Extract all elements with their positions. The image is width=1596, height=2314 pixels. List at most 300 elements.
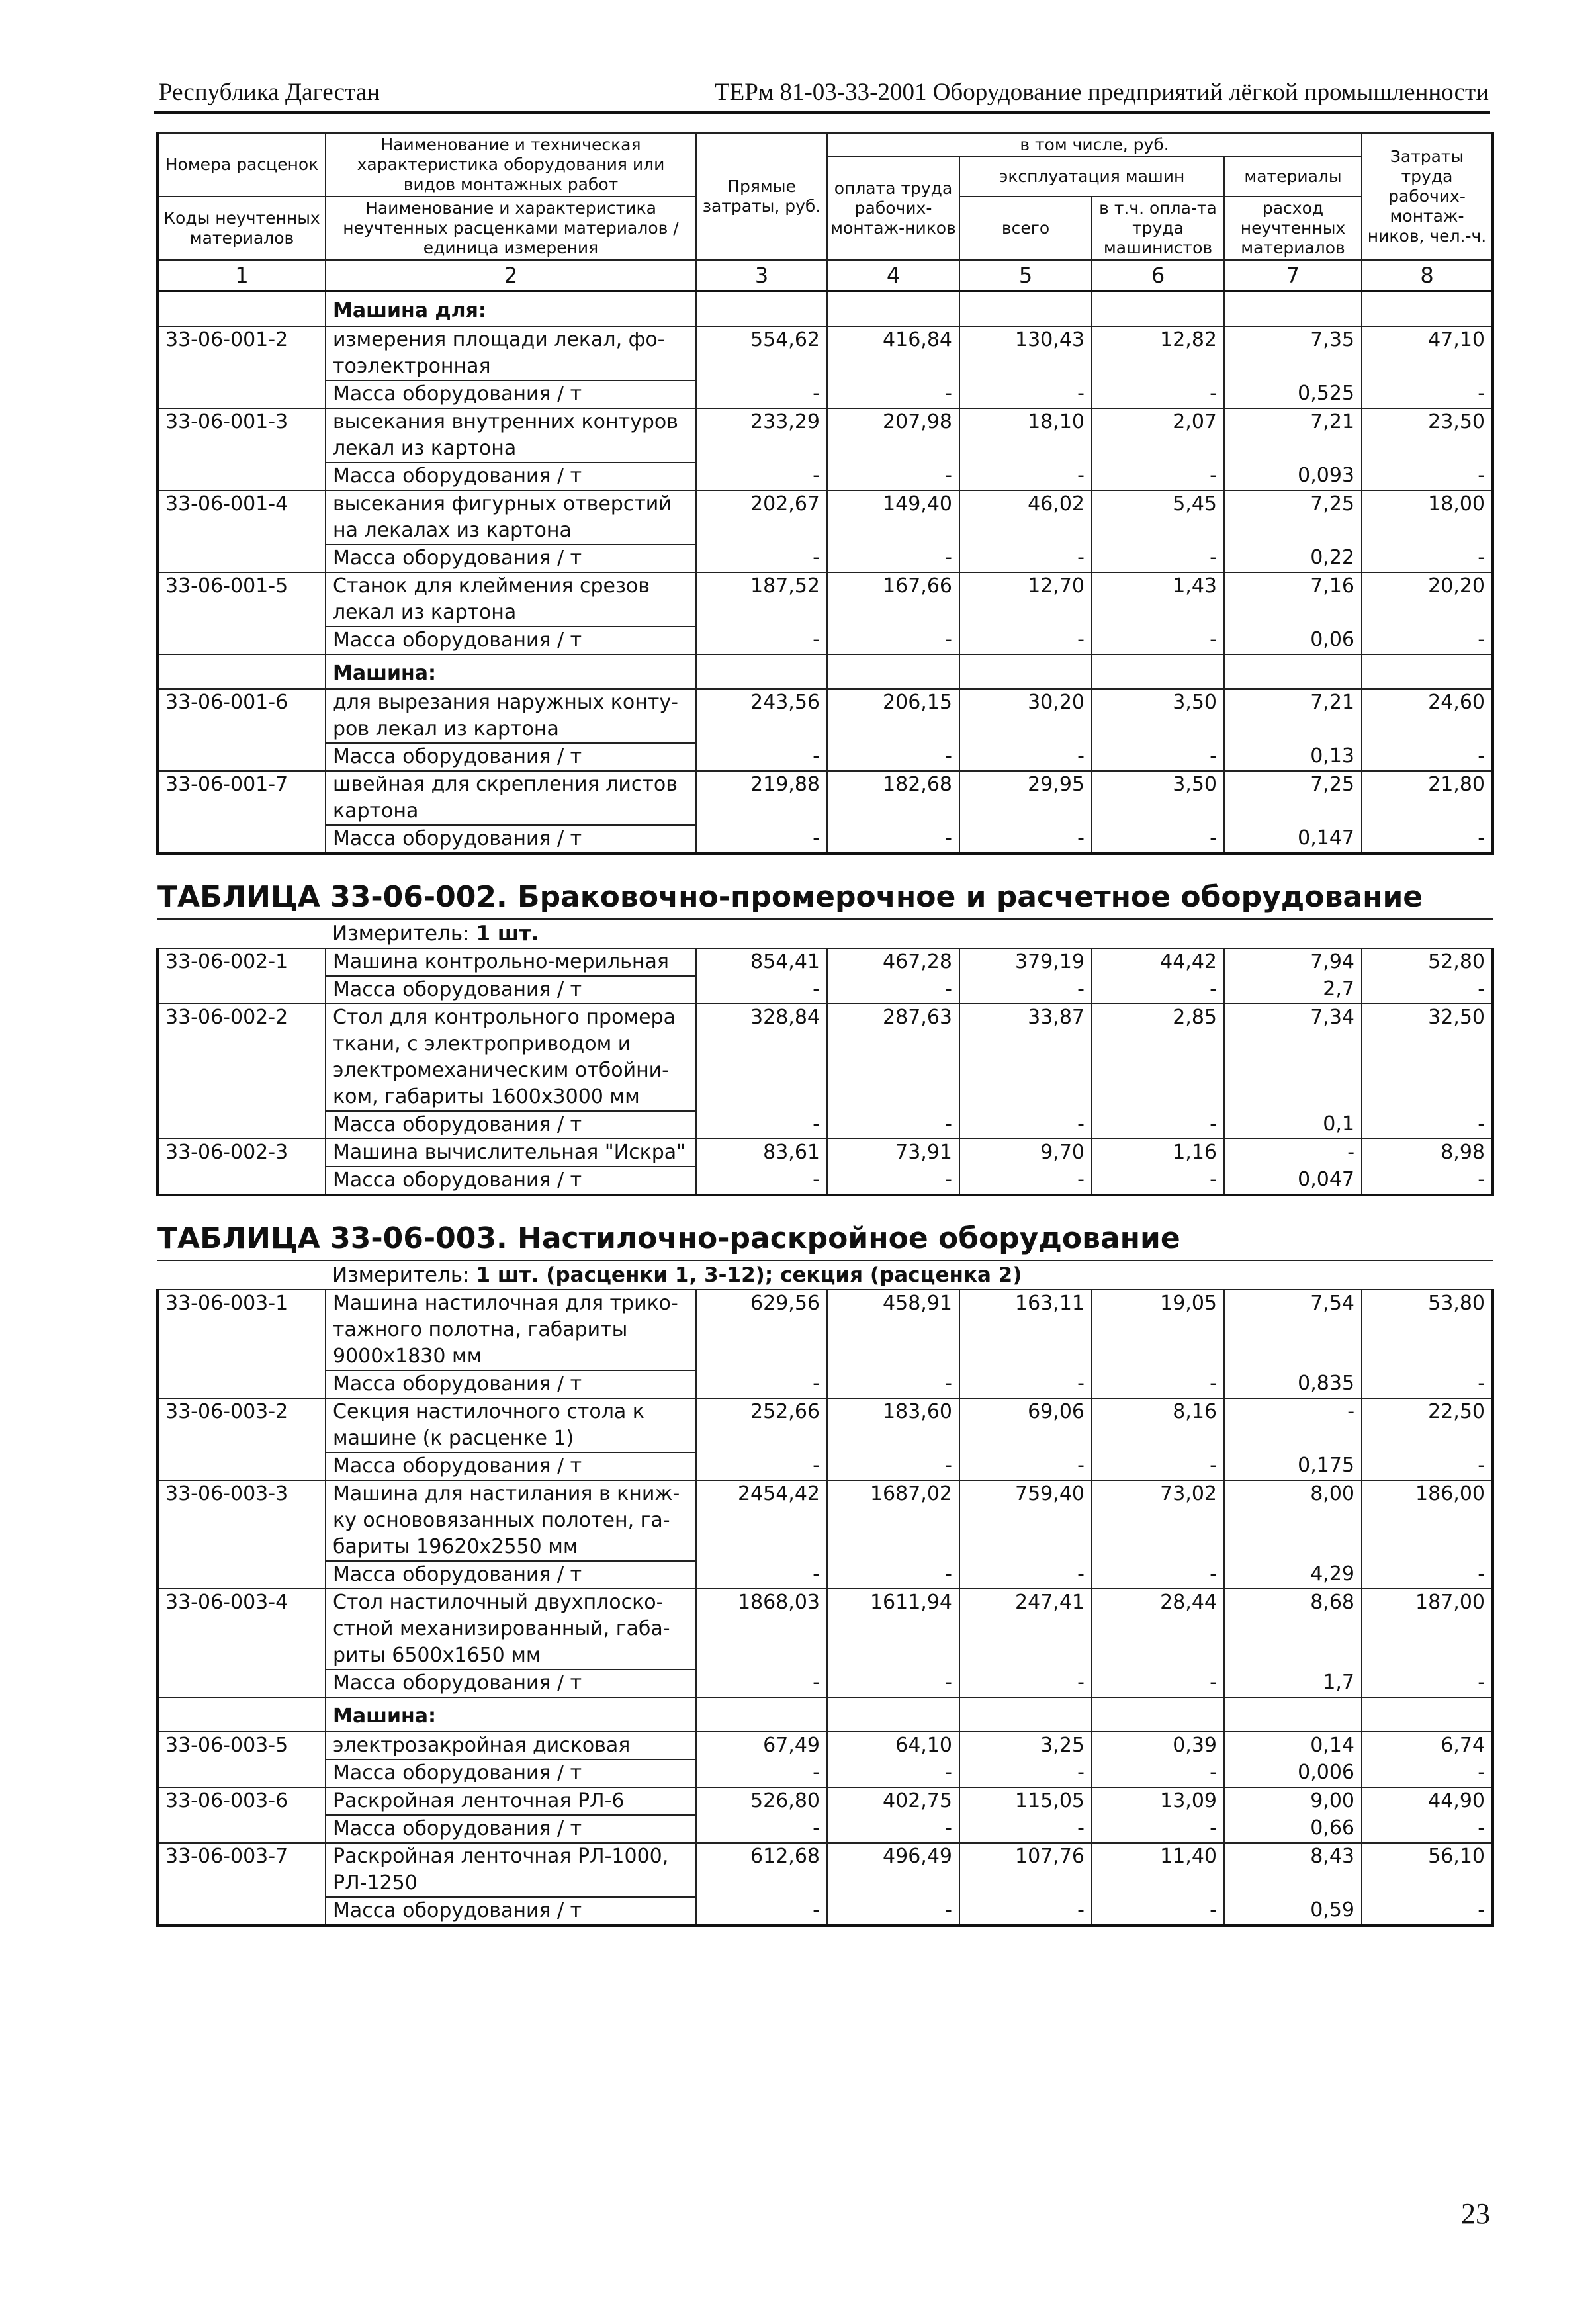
value-cell: 183,60 [827,1398,959,1452]
measure-value: 1 шт. [476,922,539,946]
rate-code [157,1561,326,1589]
rate-code [157,627,326,654]
col-head-direct: Прямые затраты, руб. [696,133,827,260]
value-cell: 11,40 [1092,1843,1224,1897]
value-cell: - [1362,1452,1493,1480]
code-cell [157,1697,326,1732]
value-cell: - [1362,1561,1493,1589]
value-cell: - [1092,825,1224,854]
rate-code: 33-06-002-2 [157,1004,326,1111]
value-cell: 130,43 [959,326,1092,380]
rate-row [157,490,1493,545]
value-cell: - [1092,1759,1224,1787]
mass-row [157,1370,1493,1398]
rate-code: 33-06-003-4 [157,1589,326,1669]
value-cell: 3,50 [1092,771,1224,825]
value-cell: 0,835 [1224,1370,1362,1398]
value-cell: - [959,976,1092,1004]
value-cell: 83,61 [696,1139,827,1167]
value-cell: - [827,545,959,572]
rate-row [157,1139,1493,1167]
mass-label: Масса оборудования / т [326,1452,696,1480]
value-cell: - [1362,1897,1493,1926]
mass-row [157,627,1493,654]
value-cell: - [827,380,959,408]
col-num: 5 [959,260,1092,291]
value-cell: 496,49 [827,1843,959,1897]
mass-row [157,1815,1493,1843]
col-num: 4 [827,260,959,291]
rate-code [157,1111,326,1139]
value-cell: - [1362,1759,1493,1787]
value-cell: - [959,1669,1092,1697]
value-cell: - [959,825,1092,854]
value-cell: - [1092,1167,1224,1195]
mass-label: Масса оборудования / т [326,976,696,1004]
value-cell: - [1362,380,1493,408]
value-cell: 44,90 [1362,1787,1493,1815]
value-cell: - [959,627,1092,654]
mass-label: Масса оборудования / т [326,1815,696,1843]
col-head-name-bottom: Наименование и характеристика неучтенных расценками материалов / единица измерения [326,197,696,260]
value-cell: 2,07 [1092,408,1224,463]
value-cell: - [696,976,827,1004]
value-cell: 1868,03 [696,1589,827,1669]
mass-row [157,1111,1493,1139]
value-cell: 287,63 [827,1004,959,1111]
value-cell: 0,006 [1224,1759,1362,1787]
value-cell: 3,50 [1092,689,1224,743]
col-head-total: всего [959,197,1092,260]
value-cell: 12,82 [1092,326,1224,380]
value-cell: 44,42 [1092,948,1224,976]
value-cell [1224,1697,1362,1732]
rate-name: швейная для скрепления листов картона [326,771,696,825]
rate-row [157,1290,1493,1370]
value-cell: 22,50 [1362,1398,1493,1452]
value-cell: 458,91 [827,1290,959,1370]
mass-row [157,1897,1493,1926]
rate-row [157,948,1493,976]
value-cell: 8,00 [1224,1480,1362,1561]
value-cell: 33,87 [959,1004,1092,1111]
mass-label: Масса оборудования / т [326,1370,696,1398]
rate-row [157,408,1493,463]
rate-code [157,1370,326,1398]
value-cell: 402,75 [827,1787,959,1815]
value-cell: 854,41 [696,948,827,976]
value-cell [1362,1697,1493,1732]
measure-spacer [157,919,326,948]
col-head-materials: материалы [1224,157,1362,197]
value-cell [1092,1697,1224,1732]
measure-spacer [157,1261,326,1290]
rate-name: Машина для настилания в книж-ку основовязанных полотен, га-бариты 19620х2550 мм [326,1480,696,1561]
group-heading-row [157,1697,1493,1732]
mass-row [157,463,1493,490]
value-cell: 186,00 [1362,1480,1493,1561]
value-cell: - [959,1111,1092,1139]
col-head-incl: в том числе, руб. [827,133,1362,157]
rate-row [157,1787,1493,1815]
mass-row [157,1452,1493,1480]
value-cell: - [1362,1815,1493,1843]
value-cell: 19,05 [1092,1290,1224,1370]
rate-code [157,1815,326,1843]
rate-row [157,1732,1493,1759]
value-cell: - [696,1167,827,1195]
rate-name: высекания внутренних контуров лекал из картона [326,408,696,463]
col-head-machine-op: эксплуатация машин [959,157,1224,197]
value-cell: - [959,1759,1092,1787]
measure-row [157,1261,1493,1290]
rate-code: 33-06-003-3 [157,1480,326,1561]
value-cell [1224,291,1362,326]
table-title: ТАБЛИЦА 33-06-002. Браковочно-промерочное и расчетное оборудование [157,854,1493,919]
rate-name: Раскройная ленточная РЛ-6 [326,1787,696,1815]
rate-row [157,771,1493,825]
rate-code [157,1167,326,1195]
value-cell: 252,66 [696,1398,827,1452]
value-cell [1092,654,1224,689]
measure-unit [326,1261,1493,1290]
value-cell: 23,50 [1362,408,1493,463]
value-cell: 0,06 [1224,627,1362,654]
value-cell: - [696,1561,827,1589]
value-cell: 56,10 [1362,1843,1493,1897]
value-cell: 0,22 [1224,545,1362,572]
value-cell: - [959,1897,1092,1926]
value-cell: - [959,1561,1092,1589]
col-num: 6 [1092,260,1224,291]
value-cell: - [696,1759,827,1787]
rate-code [157,545,326,572]
col-head-wage: оплата труда рабочих-монтаж-ников [827,157,959,260]
value-cell: 8,16 [1092,1398,1224,1452]
value-cell: 8,68 [1224,1589,1362,1669]
value-cell: 4,29 [1224,1561,1362,1589]
header-rule [154,111,1490,114]
running-head-left: Республика Дагестан [159,79,380,106]
value-cell: 24,60 [1362,689,1493,743]
value-cell: - [1224,1398,1362,1452]
table-title-row [157,854,1493,919]
rates-table [156,132,1494,1927]
col-num: 3 [696,260,827,291]
value-cell: - [1362,463,1493,490]
value-cell: 2454,42 [696,1480,827,1561]
value-cell: - [827,1561,959,1589]
rate-code [157,380,326,408]
value-cell: 0,1 [1224,1111,1362,1139]
mass-label: Масса оборудования / т [326,1167,696,1195]
mass-label: Масса оборудования / т [326,545,696,572]
value-cell: - [959,380,1092,408]
value-cell: 18,10 [959,408,1092,463]
value-cell: 47,10 [1362,326,1493,380]
value-cell: 13,09 [1092,1787,1224,1815]
value-cell: 379,19 [959,948,1092,976]
mass-label: Масса оборудования / т [326,627,696,654]
value-cell: 0,175 [1224,1452,1362,1480]
value-cell: - [1092,1370,1224,1398]
mass-row [157,976,1493,1004]
value-cell [827,654,959,689]
rate-code: 33-06-001-4 [157,490,326,545]
value-cell: - [1092,1561,1224,1589]
value-cell: - [1092,627,1224,654]
value-cell: - [827,825,959,854]
mass-label: Масса оборудования / т [326,825,696,854]
page-number: 23 [1461,2198,1490,2230]
rate-code [157,976,326,1004]
rate-row [157,326,1493,380]
value-cell: 163,11 [959,1290,1092,1370]
value-cell: - [696,825,827,854]
value-cell [1224,654,1362,689]
value-cell: - [1092,976,1224,1004]
value-cell: - [696,1111,827,1139]
value-cell [959,1697,1092,1732]
value-cell: 612,68 [696,1843,827,1897]
value-cell: 219,88 [696,771,827,825]
value-cell: 7,34 [1224,1004,1362,1111]
value-cell: 28,44 [1092,1589,1224,1669]
value-cell: 1,43 [1092,572,1224,627]
rate-code: 33-06-001-3 [157,408,326,463]
rate-row [157,572,1493,627]
value-cell: - [696,1815,827,1843]
value-cell: 0,13 [1224,743,1362,771]
value-cell: 0,047 [1224,1167,1362,1195]
value-cell: - [1362,627,1493,654]
col-head-codes-top: Номера расценок [157,133,326,197]
mass-label: Масса оборудования / т [326,1111,696,1139]
rate-code: 33-06-002-1 [157,948,326,976]
value-cell: 0,093 [1224,463,1362,490]
rate-row [157,1398,1493,1452]
measure-row [157,919,1493,948]
measure-label: Измеритель: [332,922,476,946]
value-cell: 7,16 [1224,572,1362,627]
rate-code: 33-06-003-5 [157,1732,326,1759]
value-cell: 0,39 [1092,1732,1224,1759]
mass-row [157,743,1493,771]
mass-row [157,1669,1493,1697]
value-cell: 167,66 [827,572,959,627]
mass-label: Масса оборудования / т [326,1561,696,1589]
value-cell: - [959,545,1092,572]
rate-row [157,1480,1493,1561]
value-cell: - [696,627,827,654]
value-cell: 328,84 [696,1004,827,1111]
group-heading-row [157,654,1493,689]
value-cell: 554,62 [696,326,827,380]
value-cell: - [696,463,827,490]
value-cell: - [827,743,959,771]
rate-code [157,1669,326,1697]
value-cell: 30,20 [959,689,1092,743]
value-cell: 8,98 [1362,1139,1493,1167]
value-cell: 1687,02 [827,1480,959,1561]
rate-code: 33-06-002-3 [157,1139,326,1167]
value-cell: 7,25 [1224,490,1362,545]
value-cell: 8,43 [1224,1843,1362,1897]
value-cell: 1,7 [1224,1669,1362,1697]
value-cell: - [827,1815,959,1843]
rate-code: 33-06-003-1 [157,1290,326,1370]
value-cell: 182,68 [827,771,959,825]
value-cell: - [1362,743,1493,771]
value-cell: - [1092,1452,1224,1480]
group-heading: Машина: [326,1697,696,1732]
value-cell: 7,25 [1224,771,1362,825]
mass-row [157,545,1493,572]
rate-row [157,1589,1493,1669]
value-cell: 0,525 [1224,380,1362,408]
table-title: ТАБЛИЦА 33-06-003. Настилочно-раскройное оборудование [157,1195,1493,1261]
value-cell [959,654,1092,689]
value-cell: 233,29 [696,408,827,463]
rate-code: 33-06-001-7 [157,771,326,825]
value-cell: 18,00 [1362,490,1493,545]
value-cell: - [827,1759,959,1787]
rate-name: Секция настилочного стола к машине (к расценке 1) [326,1398,696,1452]
value-cell: 243,56 [696,689,827,743]
value-cell: 9,70 [959,1139,1092,1167]
value-cell: 149,40 [827,490,959,545]
value-cell: - [1092,1669,1224,1697]
rate-code: 33-06-001-6 [157,689,326,743]
value-cell: 73,91 [827,1139,959,1167]
value-cell: 759,40 [959,1480,1092,1561]
group-heading: Машина для: [326,291,696,326]
value-cell: 247,41 [959,1589,1092,1669]
value-cell: 7,21 [1224,408,1362,463]
mass-label: Масса оборудования / т [326,1897,696,1926]
rate-row [157,1843,1493,1897]
value-cell: 7,54 [1224,1290,1362,1370]
value-cell: 526,80 [696,1787,827,1815]
value-cell [696,291,827,326]
value-cell: - [827,1167,959,1195]
rate-code [157,1452,326,1480]
rate-name: Машина контрольно-мерильная [326,948,696,976]
rate-name: для вырезания наружных конту-ров лекал из картона [326,689,696,743]
value-cell: 20,20 [1362,572,1493,627]
value-cell: 32,50 [1362,1004,1493,1111]
value-cell [1362,291,1493,326]
value-cell: - [959,463,1092,490]
rate-name: Стол настилочный двухплоско-стной механизированный, габа-риты 6500х1650 мм [326,1589,696,1669]
value-cell: - [827,627,959,654]
mass-label: Масса оборудования / т [326,380,696,408]
rate-code: 33-06-001-5 [157,572,326,627]
rate-name: Машина вычислительная "Искра" [326,1139,696,1167]
rate-name: Станок для клеймения срезов лекал из картона [326,572,696,627]
mass-label: Масса оборудования / т [326,463,696,490]
col-head-name-top: Наименование и техническая характеристика оборудования или видов монтажных работ [326,133,696,197]
rate-code: 33-06-001-2 [157,326,326,380]
value-cell: 206,15 [827,689,959,743]
value-cell: - [696,1897,827,1926]
value-cell: - [827,976,959,1004]
value-cell: 2,7 [1224,976,1362,1004]
value-cell: - [696,1370,827,1398]
value-cell: 207,98 [827,408,959,463]
value-cell: - [696,380,827,408]
value-cell: 629,56 [696,1290,827,1370]
value-cell: 29,95 [959,771,1092,825]
mass-row [157,1759,1493,1787]
value-cell: - [827,1897,959,1926]
value-cell: 202,67 [696,490,827,545]
value-cell: - [1092,1111,1224,1139]
rate-name: Раскройная ленточная РЛ-1000, РЛ-1250 [326,1843,696,1897]
value-cell: - [827,1370,959,1398]
mass-label: Масса оборудования / т [326,743,696,771]
value-cell [1362,654,1493,689]
rate-code: 33-06-003-6 [157,1787,326,1815]
value-cell: 64,10 [827,1732,959,1759]
rate-code [157,825,326,854]
mass-row [157,825,1493,854]
value-cell: - [959,743,1092,771]
value-cell: 0,147 [1224,825,1362,854]
value-cell: 2,85 [1092,1004,1224,1111]
rate-code [157,1897,326,1926]
value-cell: - [1362,1669,1493,1697]
rate-code [157,1759,326,1787]
rate-code [157,743,326,771]
running-head-right: ТЕРм 81-03-33-2001 Оборудование предприятий лёгкой промышленности [715,79,1489,106]
value-cell: - [1362,1167,1493,1195]
code-cell [157,291,326,326]
value-cell: 12,70 [959,572,1092,627]
value-cell: - [959,1815,1092,1843]
value-cell: 1,16 [1092,1139,1224,1167]
value-cell: 69,06 [959,1398,1092,1452]
value-cell: - [696,743,827,771]
value-cell [1092,291,1224,326]
rate-code [157,463,326,490]
value-cell: 467,28 [827,948,959,976]
rate-code: 33-06-003-2 [157,1398,326,1452]
mass-label: Масса оборудования / т [326,1669,696,1697]
value-cell: - [696,1452,827,1480]
value-cell: 107,76 [959,1843,1092,1897]
mass-label: Масса оборудования / т [326,1759,696,1787]
value-cell: - [1092,380,1224,408]
value-cell [827,1697,959,1732]
measure-unit [326,919,1493,948]
value-cell: - [959,1452,1092,1480]
rate-name: измерения площади лекал, фо-тоэлектронная [326,326,696,380]
value-cell: 53,80 [1362,1290,1493,1370]
mass-row [157,380,1493,408]
col-head-labor: Затраты труда рабочих-монтаж-ников, чел.-ч. [1362,133,1493,260]
value-cell: 73,02 [1092,1480,1224,1561]
value-cell [959,291,1092,326]
value-cell: 0,14 [1224,1732,1362,1759]
mass-row [157,1167,1493,1195]
value-cell: - [1092,545,1224,572]
value-cell: - [827,1111,959,1139]
rate-code: 33-06-003-7 [157,1843,326,1897]
rate-name: Машина настилочная для трико-тажного полотна, габариты 9000х1830 мм [326,1290,696,1370]
value-cell: 21,80 [1362,771,1493,825]
value-cell: 7,35 [1224,326,1362,380]
